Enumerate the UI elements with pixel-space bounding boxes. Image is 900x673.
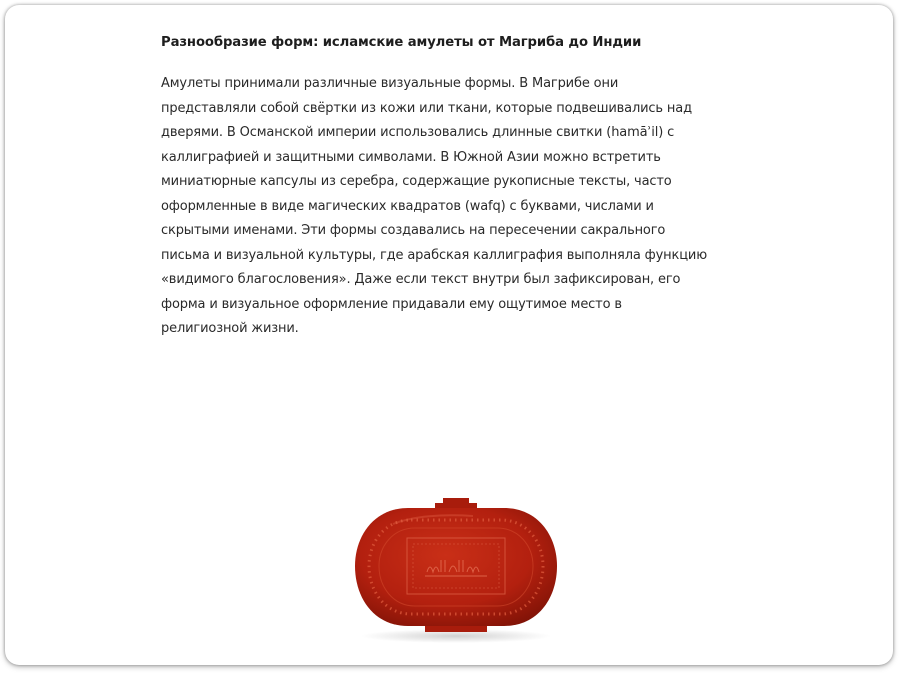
- paragraph-line: Амулеты принимали различные визуальные формы. В Магрибе они: [161, 76, 619, 91]
- paragraph-line: представляли собой свёртки из кожи или ткани, которые подвешивались над: [161, 100, 692, 116]
- content-card: [5, 5, 893, 665]
- amulet-body: [355, 508, 557, 626]
- paragraph-line: форма и визуальное оформление придавали ему ощутимое место в: [161, 296, 622, 312]
- paragraph-line: религиозной жизни.: [161, 321, 299, 336]
- paragraph-line: дверями. В Османской империи использовались длинные свитки (hamāʾil) с: [161, 125, 675, 140]
- paragraph-line: скрытыми именами. Эти формы создавались на пересечении сакрального: [161, 223, 666, 238]
- article-paragraph: [161, 72, 721, 342]
- amulet-image: [353, 494, 559, 644]
- paragraph-line: «видимого благословения». Даже если текст внутри был зафиксирован, его: [161, 272, 681, 287]
- paragraph-line: миниатюрные капсулы из серебра, содержащие рукописные тексты, часто: [161, 174, 672, 189]
- paragraph-line: оформленные в виде магических квадратов (wafq) с буквами, числами и: [161, 198, 654, 214]
- article-heading: Разнообразие форм: исламские амулеты от Магриба до Индии: [161, 35, 642, 50]
- paragraph-line: письма и визуальной культуры, где арабская каллиграфия выполняла функцию: [161, 247, 708, 263]
- paragraph-line: каллиграфией и защитными символами. В Южной Азии можно встретить: [161, 149, 661, 165]
